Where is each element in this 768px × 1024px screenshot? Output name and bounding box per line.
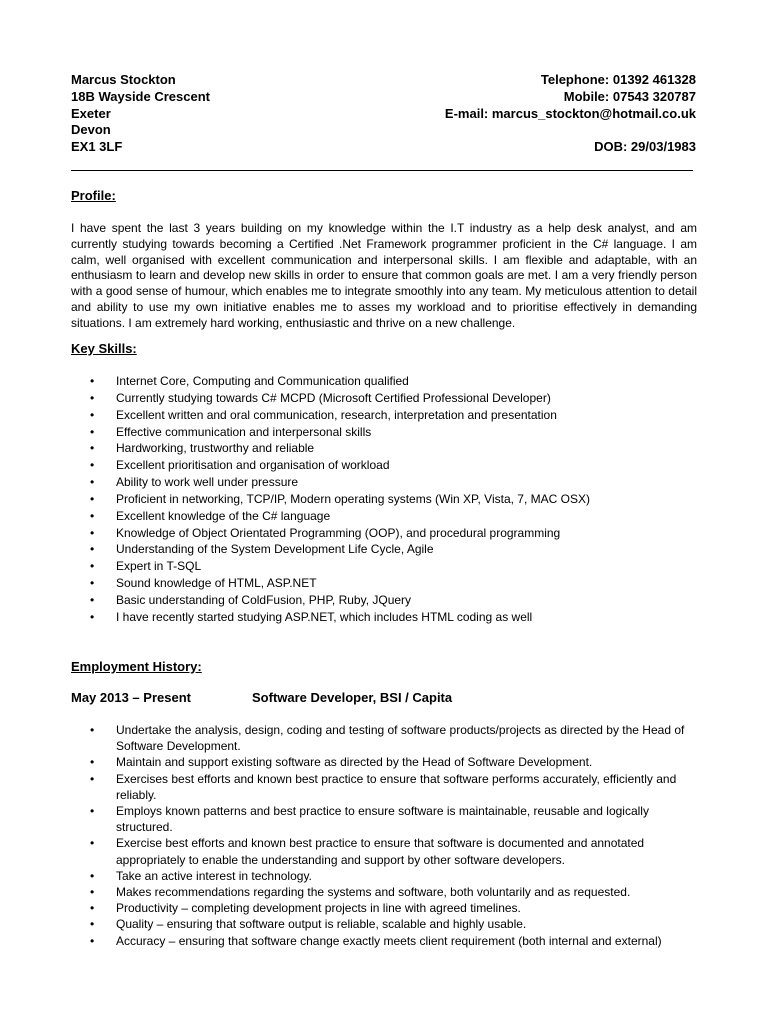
skill-item: • Expert in T-SQL bbox=[90, 558, 710, 575]
date-of-birth: DOB: 29/03/1983 bbox=[594, 139, 696, 155]
address-postcode: EX1 3LF bbox=[71, 139, 123, 155]
contact-address-block bbox=[71, 72, 210, 156]
address-line1: 18B Wayside Crescent bbox=[71, 88, 210, 104]
skills-heading: Key Skills: bbox=[71, 341, 137, 356]
job-title: Software Developer, BSI / Capita bbox=[252, 690, 453, 705]
duty-item: • Employs known patterns and best practice to ensure software is maintainable, reusable and logically structured. bbox=[90, 803, 700, 835]
telephone: Telephone: 01392 461328 bbox=[540, 72, 696, 87]
duty-item: • Makes recommendations regarding the systems and software, both voluntarily and as requested. bbox=[90, 884, 700, 900]
duty-item: • Productivity – completing development projects in line with agreed timelines. bbox=[90, 900, 700, 916]
cv-header bbox=[71, 72, 696, 156]
profile-heading: Profile: bbox=[71, 188, 116, 203]
skill-item: • Currently studying towards C# MCPD (Microsoft Certified Professional Developer) bbox=[90, 390, 710, 407]
skill-item: • Knowledge of Object Orientated Programming (OOP), and procedural programming bbox=[90, 525, 710, 542]
duty-item: • Quality – ensuring that software output is reliable, scalable and highly usable. bbox=[90, 916, 700, 932]
skills-list bbox=[90, 373, 710, 626]
job-duties-list bbox=[90, 722, 700, 949]
profile-text: I have spent the last 3 years building on my knowledge within the I.T industry as a help desk analyst, and am currently studying towards becoming a Certified .Net Framework programmer proficient in the C# language. I am calm, well organised with excellent communication and interpersonal skills. I am flexible and adaptable, with an enthusiasm to learn and develop new skills in order to ensure that common goals are met. I am a very friendly person with a good sense of humour, which enables me to integrate smoothly into any team. My meticulous attention to detail and ability to use my own initiative enables me to asses my workload and to prioritise effectively in demanding situations. I am extremely hard working, enthusiastic and thrive on a new challenge. bbox=[71, 221, 697, 330]
duty-item: • Accuracy – ensuring that software change exactly meets client requirement (both internal and external) bbox=[90, 933, 700, 949]
duty-item: • Take an active interest in technology. bbox=[90, 868, 700, 884]
mobile: Mobile: 07543 320787 bbox=[563, 88, 696, 104]
employment-heading: Employment History: bbox=[71, 659, 202, 674]
skill-item: • Ability to work well under pressure bbox=[90, 474, 710, 491]
skill-item: • Internet Core, Computing and Communication qualified bbox=[90, 373, 710, 390]
header-divider bbox=[71, 170, 693, 171]
skill-item: • Hardworking, trustworthy and reliable bbox=[90, 440, 710, 457]
duty-item: • Undertake the analysis, design, coding and testing of software products/projects as directed by the Head of Software Development. bbox=[90, 722, 700, 754]
duty-item: • Exercises best efforts and known best practice to ensure that software performs accurately, efficiently and reliably. bbox=[90, 771, 700, 803]
address-city: Exeter bbox=[71, 105, 111, 121]
candidate-name: Marcus Stockton bbox=[71, 72, 176, 87]
skill-item: • Basic understanding of ColdFusion, PHP, Ruby, JQuery bbox=[90, 592, 710, 609]
address-county: Devon bbox=[71, 122, 111, 138]
skill-item: • Sound knowledge of HTML, ASP.NET bbox=[90, 575, 710, 592]
duty-item: • Maintain and support existing software as directed by the Head of Software Development. bbox=[90, 754, 700, 770]
skill-item: • Excellent prioritisation and organisation of workload bbox=[90, 457, 710, 474]
job-dates: May 2013 – Present bbox=[71, 690, 191, 705]
skill-item: • Excellent written and oral communication, research, interpretation and presentation bbox=[90, 407, 710, 424]
skill-item: • Excellent knowledge of the C# language bbox=[90, 508, 710, 525]
skill-item: • Understanding of the System Development Life Cycle, Agile bbox=[90, 541, 710, 558]
email: E-mail: marcus_stockton@hotmail.co.uk bbox=[444, 105, 696, 121]
contact-details-block bbox=[445, 72, 696, 156]
skill-item: • Effective communication and interpersonal skills bbox=[90, 424, 710, 441]
duty-item: • Exercise best efforts and known best practice to ensure that software is documented and annotated appropriately to enable the understanding and support by other software developers. bbox=[90, 835, 700, 867]
skill-item: • Proficient in networking, TCP/IP, Modern operating systems (Win XP, Vista, 7, MAC OSX) bbox=[90, 491, 710, 508]
job-header bbox=[71, 690, 452, 705]
skill-item: • I have recently started studying ASP.NET, which includes HTML coding as well bbox=[90, 609, 710, 626]
